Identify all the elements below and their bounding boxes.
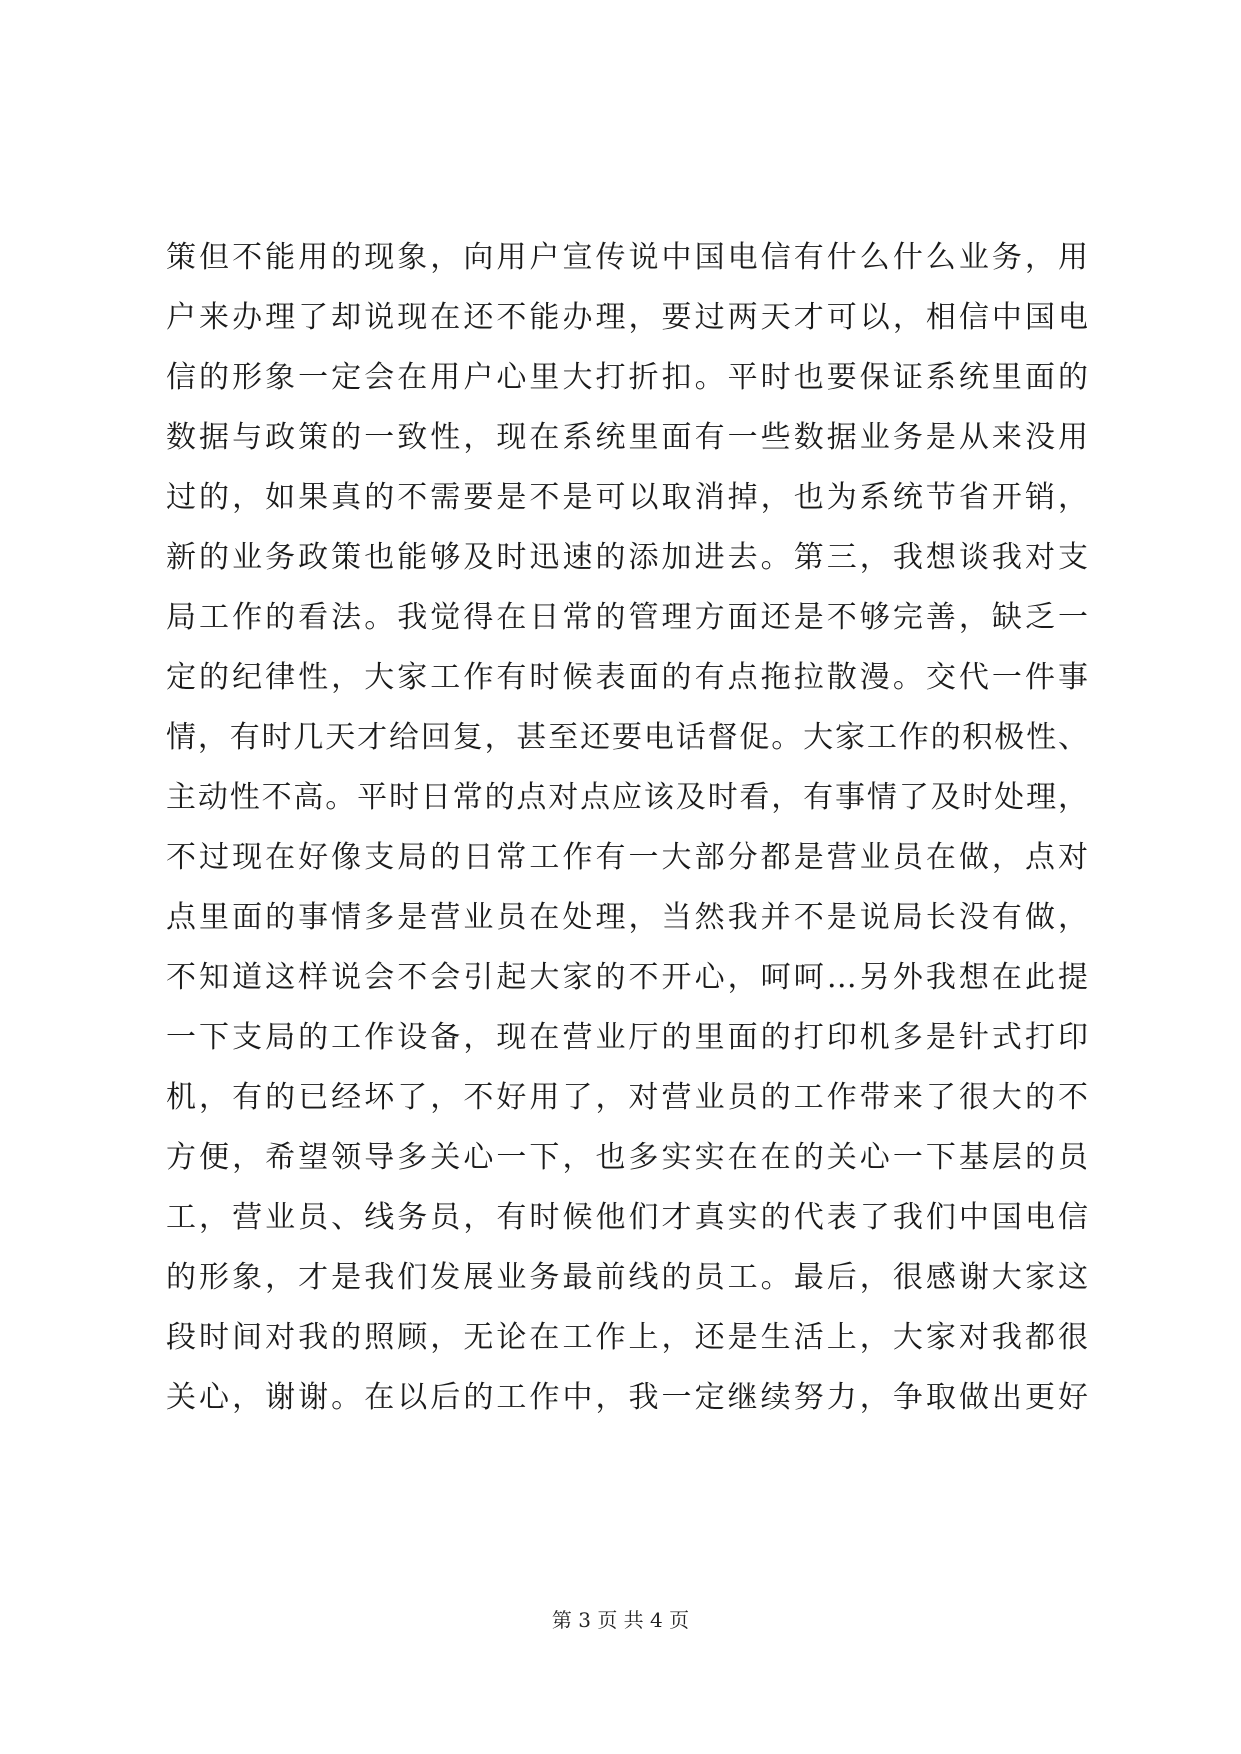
text-line: 情，有时几天才给回复，甚至还要电话督促。大家工作的积极性、 <box>166 720 1088 755</box>
text-line: 户来办理了却说现在还不能办理，要过两天才可以，相信中国电 <box>166 300 1088 335</box>
text-line: 段时间对我的照顾，无论在工作上，还是生活上，大家对我都很 <box>166 1320 1088 1355</box>
text-line: 机，有的已经坏了，不好用了，对营业员的工作带来了很大的不 <box>166 1080 1088 1115</box>
text-line: 不知道这样说会不会引起大家的不开心，呵呵…另外我想在此提 <box>166 960 1088 995</box>
text-line: 关心，谢谢。在以后的工作中，我一定继续努力，争取做出更好 <box>166 1380 1088 1415</box>
text-line: 定的纪律性，大家工作有时候表面的有点拖拉散漫。交代一件事 <box>166 660 1088 695</box>
text-line: 方便，希望领导多关心一下，也多实实在在的关心一下基层的员 <box>166 1140 1088 1175</box>
text-line: 数据与政策的一致性，现在系统里面有一些数据业务是从来没用 <box>166 420 1088 455</box>
text-line: 主动性不高。平时日常的点对点应该及时看，有事情了及时处理， <box>166 780 1088 815</box>
text-line: 信的形象一定会在用户心里大打折扣。平时也要保证系统里面的 <box>166 360 1088 395</box>
page-number-footer: 第 3 页 共 4 页 <box>551 1608 690 1632</box>
text-line: 新的业务政策也能够及时迅速的添加进去。第三，我想谈我对支 <box>166 540 1088 575</box>
text-line: 的形象，才是我们发展业务最前线的员工。最后，很感谢大家这 <box>166 1260 1088 1295</box>
text-line: 点里面的事情多是营业员在处理，当然我并不是说局长没有做， <box>166 900 1088 935</box>
text-line: 策但不能用的现象，向用户宣传说中国电信有什么什么业务，用 <box>166 240 1088 275</box>
text-line: 工，营业员、线务员，有时候他们才真实的代表了我们中国电信 <box>166 1200 1088 1235</box>
text-line: 过的，如果真的不需要是不是可以取消掉，也为系统节省开销， <box>166 480 1088 515</box>
text-line: 不过现在好像支局的日常工作有一大部分都是营业员在做，点对 <box>166 840 1088 875</box>
body-text <box>166 228 1088 1428</box>
text-line: 局工作的看法。我觉得在日常的管理方面还是不够完善，缺乏一 <box>166 600 1088 635</box>
text-line: 一下支局的工作设备，现在营业厅的里面的打印机多是针式打印 <box>166 1020 1088 1055</box>
